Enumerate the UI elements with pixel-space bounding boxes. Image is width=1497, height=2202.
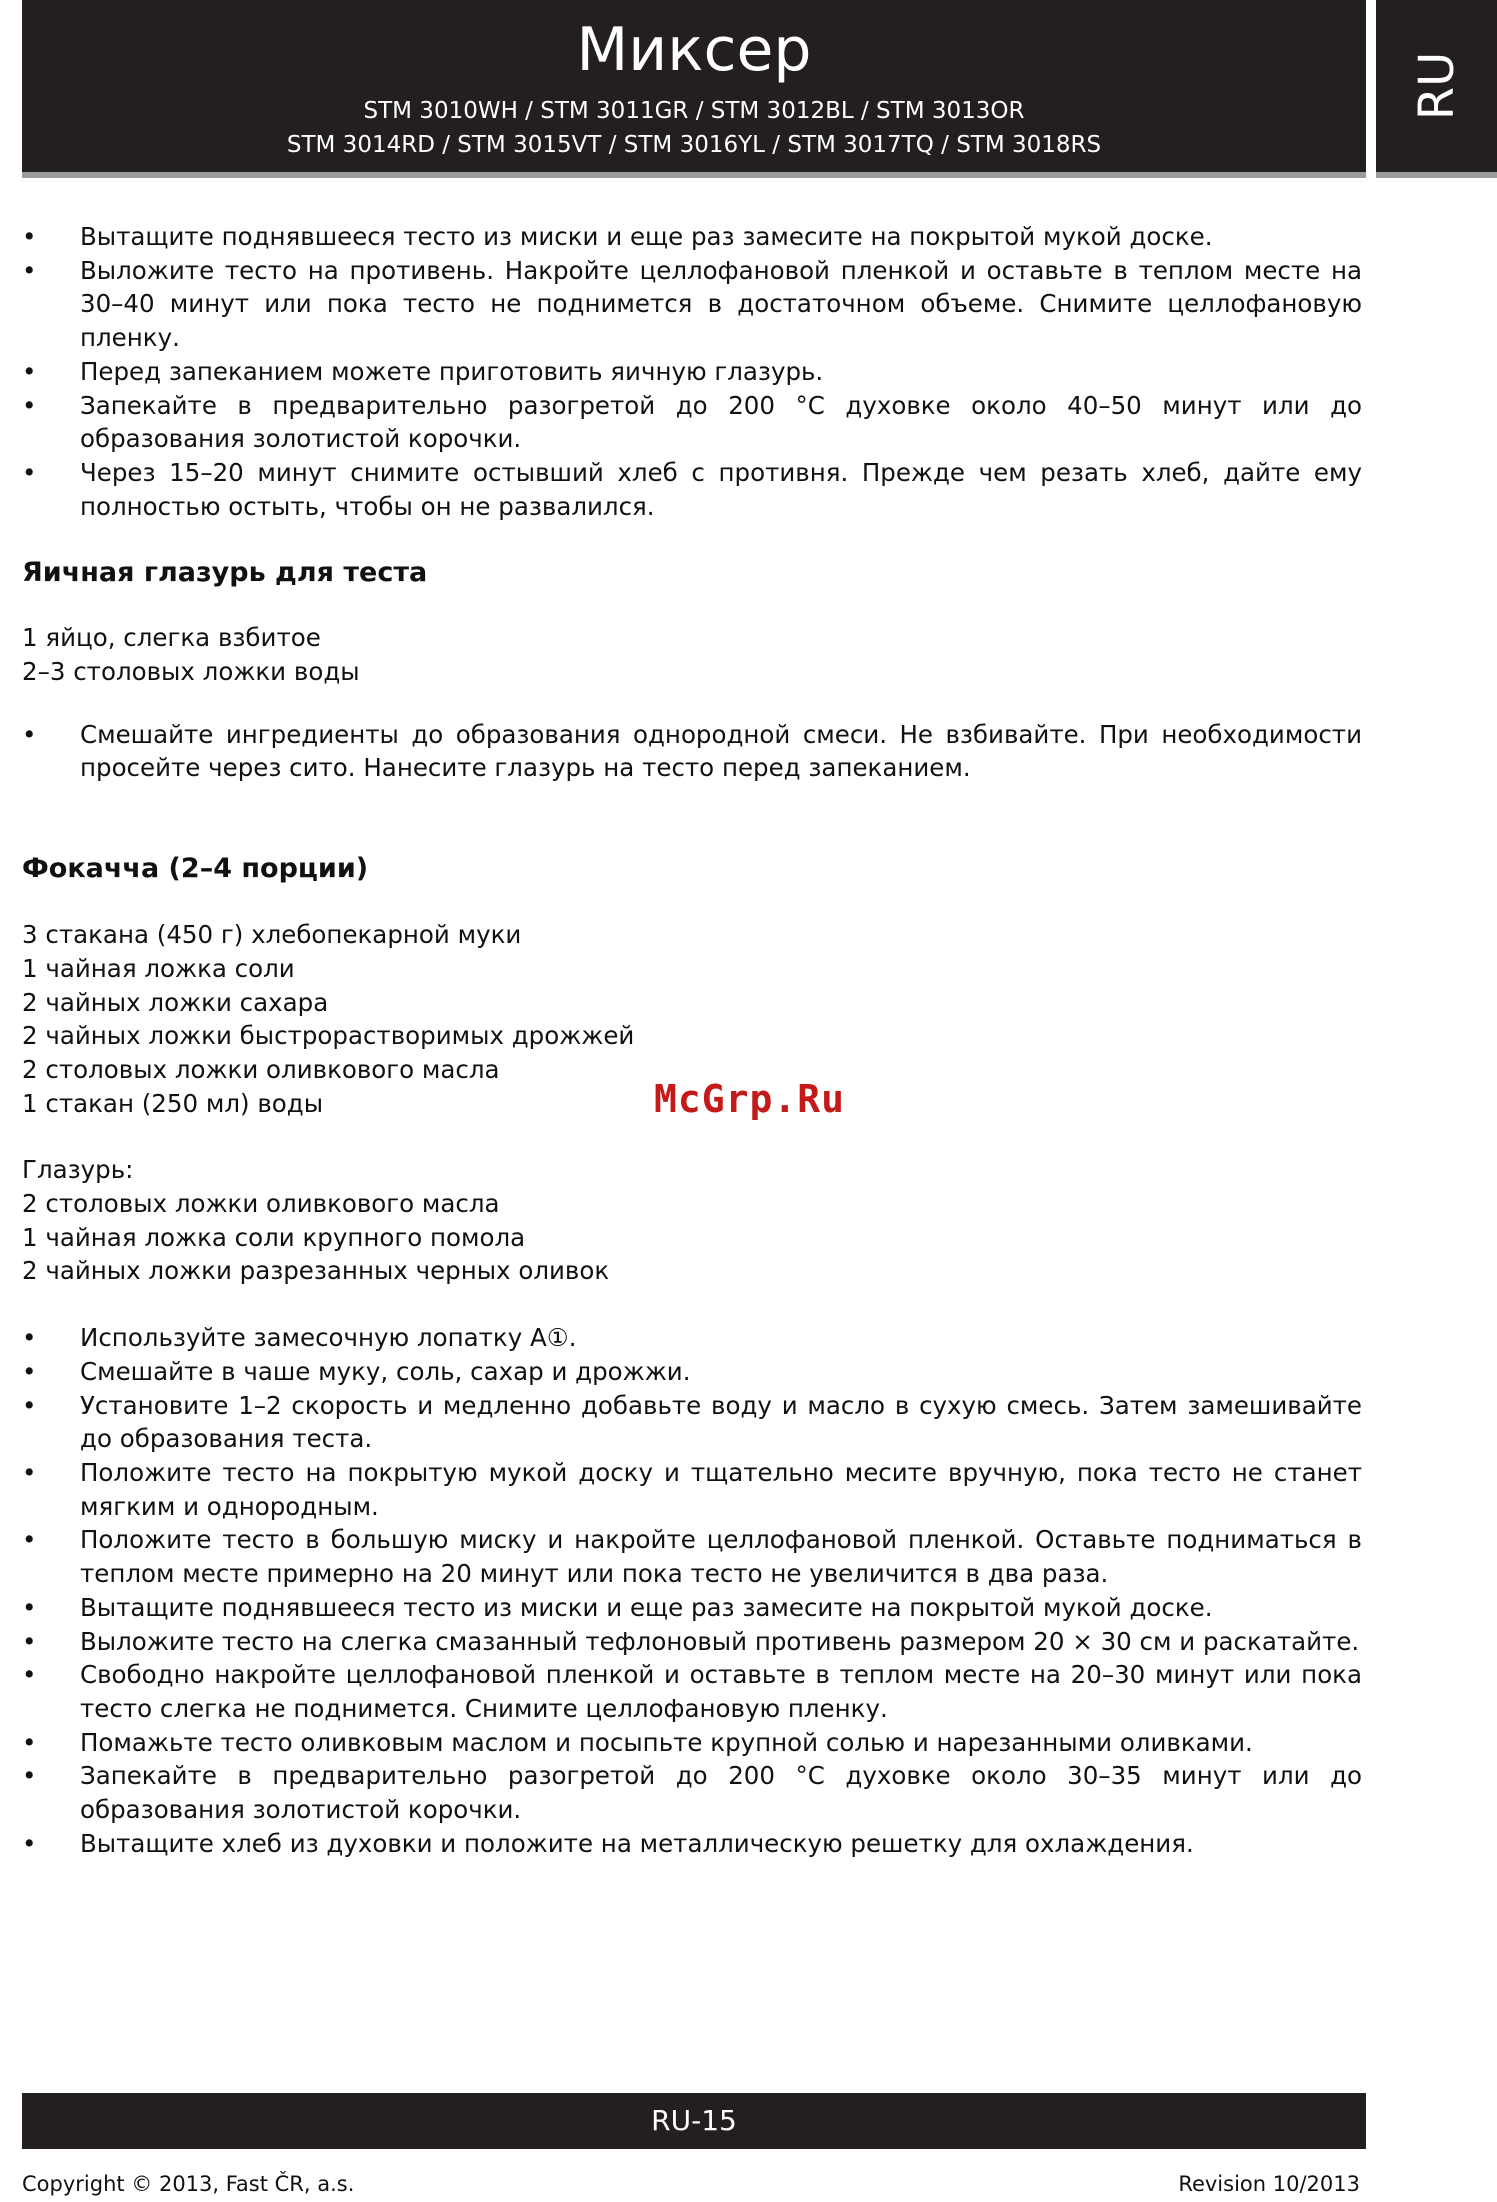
focaccia-glaze <box>22 1153 1362 1288</box>
ingredient-line: 2–3 столовых ложки воды <box>22 657 360 687</box>
ingredient-line: 1 яйцо, слегка взбитое <box>22 623 321 653</box>
list-item: • Используйте замесочную лопатку A①. <box>22 1321 1362 1355</box>
list-item: • Запекайте в предварительно разогретой до 200 °C духовке около 30–35 минут или до образования золотистой корочки. <box>22 1759 1362 1826</box>
glaze-heading: Яичная глазурь для теста <box>22 557 428 589</box>
list-item: • Через 15–20 минут снимите остывший хлеб с противня. Прежде чем резать хлеб, дайте ему полностью остыть, чтобы он не развалился. <box>22 456 1362 523</box>
list-item: • Смешайте в чаше муку, соль, сахар и дрожжи. <box>22 1355 1362 1389</box>
ingredient-line: 2 чайных ложки разрезанных черных оливок <box>22 1256 610 1286</box>
model-line-1: STM 3010WH / STM 3011GR / STM 3012BL / STM 3013OR <box>363 98 1025 124</box>
copyright-text: Copyright © 2013, Fast ČR, a.s. <box>22 2172 355 2196</box>
bread-steps-list <box>22 220 1362 523</box>
language-tab <box>1376 0 1497 172</box>
page-header <box>22 0 1366 172</box>
ingredient-line: 1 стакан (250 мл) воды <box>22 1088 324 1118</box>
page-content <box>22 220 1362 1860</box>
ingredient-line: 1 чайная ложка соли крупного помола <box>22 1222 526 1252</box>
ingredient-line: 3 стакана (450 г) хлебопекарной муки <box>22 920 522 950</box>
page-number: RU-15 <box>651 2104 737 2137</box>
language-label: RU <box>1408 51 1465 121</box>
list-item: • Помажьте тесто оливковым маслом и посыпьте крупной солью и нарезанными оливками. <box>22 1726 1362 1760</box>
list-item: • Положите тесто на покрытую мукой доску и тщательно месите вручную, пока тесто не станет мягким и однородным. <box>22 1456 1362 1523</box>
list-item: • Смешайте ингредиенты до образования однородной смеси. Не взбивайте. При необходимости просейте через сито. Нанесите глазурь на тесто перед запеканием. <box>22 718 1362 785</box>
glaze-ingredients <box>22 621 1362 688</box>
focaccia-steps-list <box>22 1321 1362 1860</box>
list-item: • Установите 1–2 скорость и медленно добавьте воду и масло в сухую смесь. Затем замешивайте до образования теста. <box>22 1389 1362 1456</box>
revision-text: Revision 10/2013 <box>1178 2172 1360 2196</box>
page-title: Миксер <box>576 15 812 85</box>
list-item: • Свободно накройте целлофановой пленкой и оставьте в теплом месте на 20–30 минут или пока тесто слегка не поднимется. Снимите целлофановую пленку. <box>22 1658 1362 1725</box>
list-item: • Выложите тесто на слегка смазанный тефлоновый противень размером 20 × 30 см и раскатайте. <box>22 1625 1362 1659</box>
model-list <box>22 94 1366 162</box>
list-item: • Вытащите поднявшееся тесто из миски и еще раз замесите на покрытой мукой доске. <box>22 1591 1362 1625</box>
model-line-2: STM 3014RD / STM 3015VT / STM 3016YL / STM 3017TQ / STM 3018RS <box>286 132 1102 158</box>
glaze-label: Глазурь: <box>22 1155 134 1185</box>
ingredient-line: 2 столовых ложки оливкового масла <box>22 1054 500 1084</box>
list-item: • Выложите тесто на противень. Накройте целлофановой пленкой и оставьте в теплом месте на 30–40 минут или пока тесто не поднимется в достаточном объеме. Снимите целлофановую пленку. <box>22 254 1362 355</box>
list-item: • Перед запеканием можете приготовить яичную глазурь. <box>22 355 1362 389</box>
page-number-bar <box>22 2093 1366 2149</box>
glaze-steps-list <box>22 718 1362 785</box>
ingredient-line: 2 столовых ложки оливкового масла <box>22 1189 500 1219</box>
list-item: • Вытащите хлеб из духовки и положите на металлическую решетку для охлаждения. <box>22 1827 1362 1861</box>
ingredient-line: 1 чайная ложка соли <box>22 953 295 983</box>
list-item: • Вытащите поднявшееся тесто из миски и еще раз замесите на покрытой мукой доске. <box>22 220 1362 254</box>
ingredient-line: 2 чайных ложки быстрорастворимых дрожжей <box>22 1021 635 1051</box>
list-item: • Запекайте в предварительно разогретой до 200 °C духовке около 40–50 минут или до образования золотистой корочки. <box>22 389 1362 456</box>
list-item: • Положите тесто в большую миску и накройте целлофановой пленкой. Оставьте подниматься в теплом месте примерно на 20 минут или пока тесто не увеличится в два раза. <box>22 1523 1362 1590</box>
ingredient-line: 2 чайных ложки сахара <box>22 987 329 1017</box>
focaccia-heading: Фокачча (2–4 порции) <box>22 853 369 885</box>
watermark: McGrp.Ru <box>654 1077 846 1121</box>
